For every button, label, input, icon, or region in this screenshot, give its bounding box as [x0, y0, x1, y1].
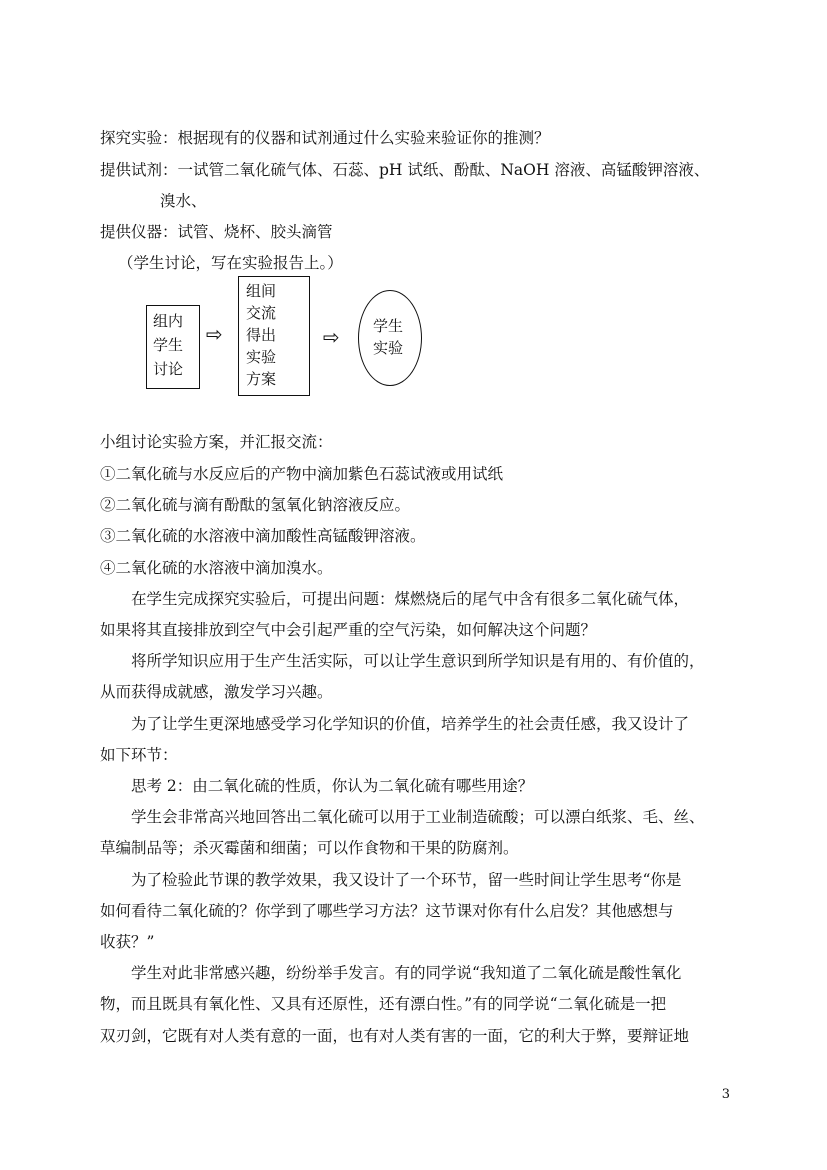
box1-line: 学生 — [153, 336, 184, 354]
paragraph-value: 为了让学生更深地感受学习化学知识的价值，培养学生的社会责任感，我又设计了 — [131, 715, 690, 733]
list-item: ②二氧化硫与滴有酚酞的氢氧化钠溶液反应。 — [100, 496, 411, 514]
list-item: ③二氧化硫的水溶液中滴加酸性高锰酸钾溶液。 — [100, 527, 426, 545]
arrow-1: ⇨ — [206, 322, 223, 346]
paragraph-reflection: 为了检验此节课的教学效果，我又设计了一个环节，留一些时间让学生思考“你是 — [131, 871, 682, 889]
box2-line: 组间 — [246, 282, 277, 300]
page-number: 3 — [721, 1087, 730, 1102]
ellipse-line: 学生 — [373, 317, 404, 335]
paragraph-reagents-cont: 溴水、 — [160, 192, 207, 210]
paragraph-answer: 学生会非常高兴地回答出二氧化硫可以用于工业制造硫酸；可以漂白纸浆、毛、丝、 — [131, 808, 705, 826]
box2-line: 交流 — [246, 304, 277, 322]
ellipse-line: 实验 — [373, 339, 404, 357]
list-item: ①二氧化硫与水反应后的产物中滴加紫色石蕊试液或用试纸 — [100, 465, 504, 483]
box1-line: 讨论 — [153, 360, 184, 378]
paragraph-student-response-cont: 物，而且既具有氧化性、又具有还原性，还有漂白性。”有的同学说“二氧化硫是一把 — [100, 995, 667, 1013]
paragraph-reflection-cont: 如何看待二氧化硫的？你学到了哪些学习方法？这节课对你有什么启发？其他感想与 — [100, 902, 674, 920]
paragraph-group-plan: 小组讨论实验方案，并汇报交流： — [100, 433, 333, 451]
paragraph-note: （学生讨论，写在实验报告上。） — [118, 254, 343, 272]
paragraph-question-cont: 如果将其直接排放到空气中会引起严重的空气污染，如何解决这个问题？ — [100, 621, 597, 639]
arrow-2: ⇨ — [323, 325, 340, 349]
paragraph-value-cont: 如下环节： — [100, 746, 178, 764]
ellipse-student-experiment — [358, 290, 422, 386]
paragraph-reagents: 提供试剂：一试管二氧化硫气体、石蕊、pH 试纸、酚酞、NaOH 溶液、高锰酸钾溶液、 — [100, 161, 710, 179]
list-item: ④二氧化硫的水溶液中滴加溴水。 — [100, 559, 333, 577]
box1-line: 组内 — [153, 312, 184, 330]
paragraph-question: 在学生完成探究实验后，可提出问题：煤燃烧后的尾气中含有很多二氧化硫气体， — [131, 590, 690, 608]
paragraph-student-response: 学生对此非常感兴趣，纷纷举手发言。有的同学说“我知道了二氧化硫是酸性氧化 — [131, 964, 682, 982]
paragraph-student-response-cont: 双刃剑，它既有对人类有意的一面，也有对人类有害的一面，它的利大于弊，要辩证地 — [100, 1027, 690, 1045]
box-group-discussion — [146, 305, 200, 389]
paragraph-explore: 探究实验：根据现有的仪器和试剂通过什么实验来验证你的推测？ — [100, 129, 550, 147]
box2-line: 方案 — [246, 370, 277, 388]
box-inter-group — [238, 276, 310, 396]
paragraph-answer-cont: 草编制品等；杀灭霉菌和细菌；可以作食物和干果的防腐剂。 — [100, 839, 519, 857]
box2-line: 实验 — [246, 348, 277, 366]
paragraph-application: 将所学知识应用于生产生活实际，可以让学生意识到所学知识是有用的、有价值的， — [131, 652, 705, 670]
paragraph-reflection-cont: 收获？” — [100, 933, 155, 951]
box2-line: 得出 — [246, 326, 277, 344]
paragraph-instruments: 提供仪器：试管、烧杯、胶头滴管 — [100, 223, 333, 241]
paragraph-think2: 思考 2：由二氧化硫的性质，你认为二氧化硫有哪些用途？ — [131, 777, 534, 795]
paragraph-application-cont: 从而获得成就感，激发学习兴趣。 — [100, 683, 333, 701]
